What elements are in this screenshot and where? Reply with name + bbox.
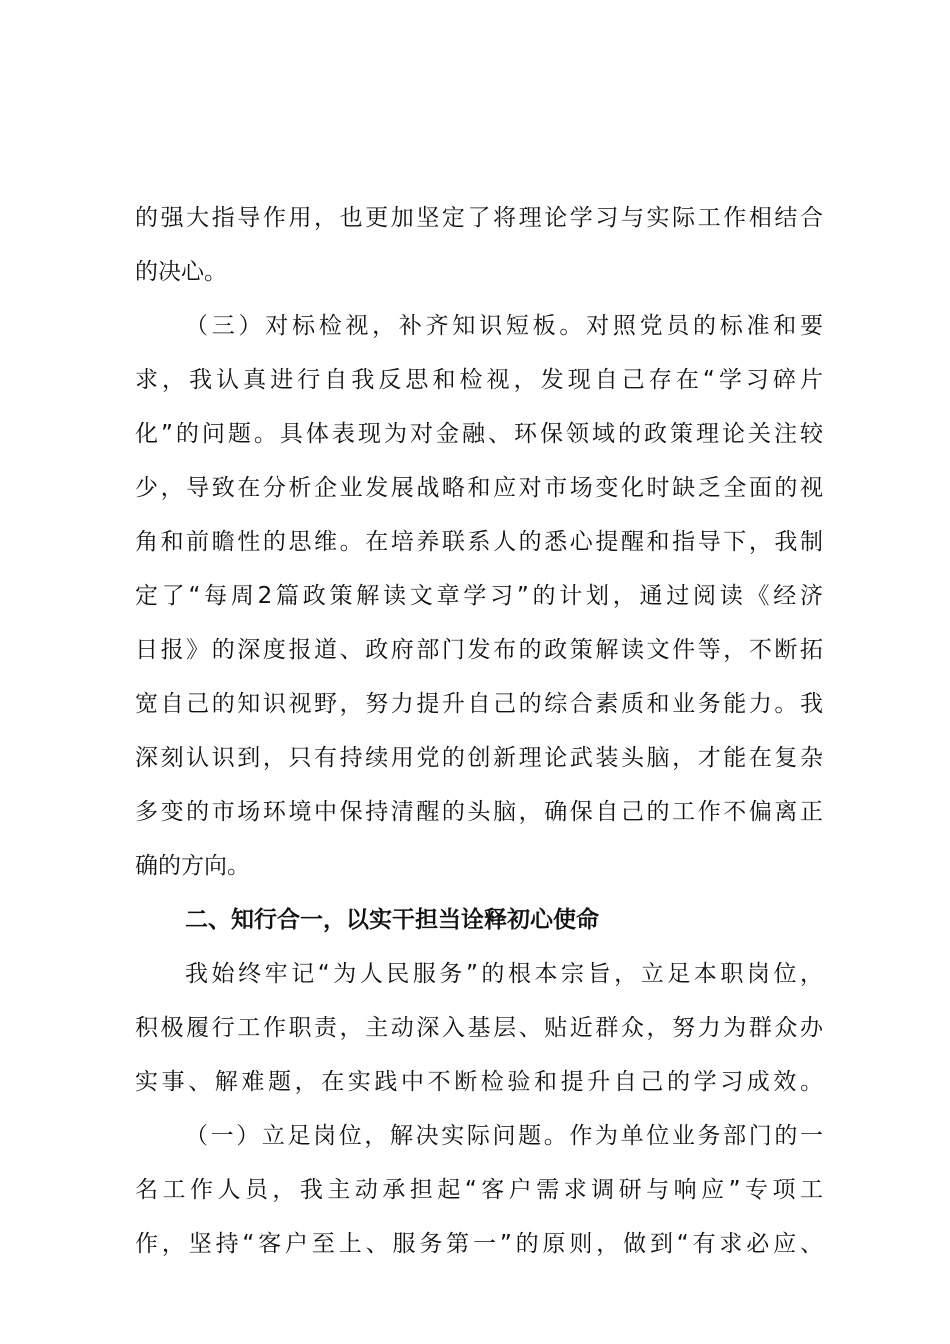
text-line: 作，坚持“客户至上、服务第一”的原则，做到“有求必应、	[135, 1231, 823, 1257]
document-body	[135, 200, 823, 1280]
text-line: 化”的问题。具体表现为对金融、环保领域的政策理论关注较	[135, 421, 823, 447]
text-line: 求，我认真进行自我反思和检视，发现自己存在“学习碎片	[135, 367, 823, 393]
text-line: 积极履行工作职责，主动深入基层、贴近群众，努力为群众办	[135, 1015, 823, 1041]
text-line: 宽自己的知识视野，努力提升自己的综合素质和业务能力。我	[135, 691, 823, 717]
text-line: 深刻认识到，只有持续用党的创新理论武装头脑，才能在复杂	[135, 745, 823, 771]
section-heading: 二、知行合一，以实干担当诠释初心使命	[185, 907, 599, 933]
text-line: 的决心。	[135, 259, 227, 285]
text-line: 角和前瞻性的思维。在培养联系人的悉心提醒和指导下，我制	[135, 529, 823, 555]
text-line: 日报》的深度报道、政府部门发布的政策解读文件等，不断拓	[135, 637, 823, 663]
text-line: 的强大指导作用，也更加坚定了将理论学习与实际工作相结合	[135, 205, 823, 231]
text-line: 确的方向。	[135, 853, 250, 879]
text-line: 名工作人员，我主动承担起“客户需求调研与响应”专项工	[135, 1177, 823, 1203]
text-line: 我始终牢记“为人民服务”的根本宗旨，立足本职岗位，	[185, 961, 823, 987]
text-line: 定了“每周2篇政策解读文章学习”的计划，通过阅读《经济	[135, 583, 823, 609]
text-line: （一）立足岗位，解决实际问题。作为单位业务部门的一	[185, 1123, 823, 1149]
text-line: 多变的市场环境中保持清醒的头脑，确保自己的工作不偏离正	[135, 799, 823, 825]
text-line: （三）对标检视，补齐知识短板。对照党员的标准和要	[185, 313, 823, 339]
text-line: 少，导致在分析企业发展战略和应对市场变化时缺乏全面的视	[135, 475, 823, 501]
text-line: 实事、解难题，在实践中不断检验和提升自己的学习成效。	[135, 1069, 823, 1095]
